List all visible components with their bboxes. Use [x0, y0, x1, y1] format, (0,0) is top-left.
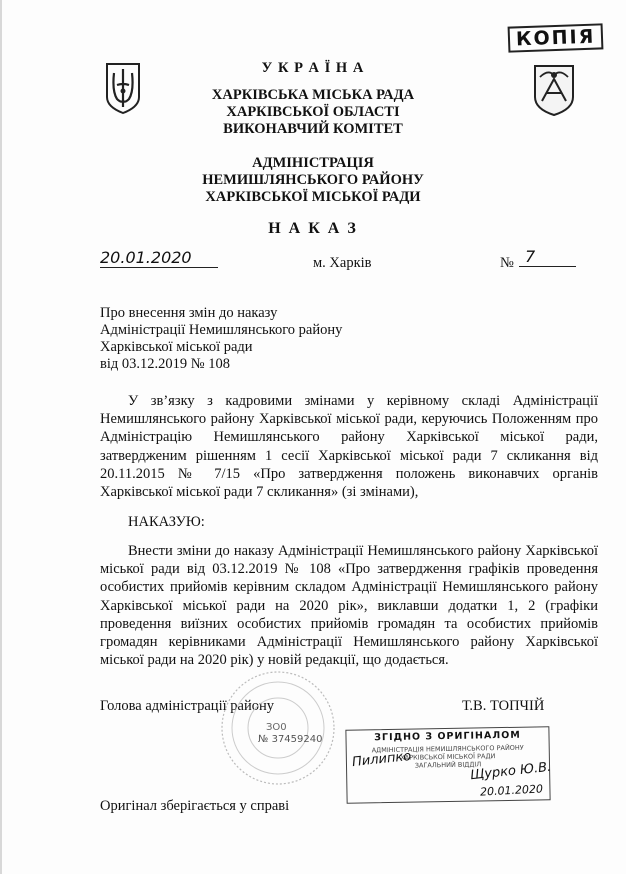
- cert-line-1: АДМІНІСТРАЦІЯ НЕМИШЛЯНСЬКОГО РАЙОНУ: [371, 743, 524, 755]
- subject-line-1: Про внесення змін до наказу: [100, 305, 278, 321]
- signatory-position: Голова адміністрації району: [100, 698, 274, 714]
- preamble-paragraph: У зв’язку з кадровими змінами у керівному складі Адміністрації Немишлянського району Харківської міської ради, керуючись Положенням про Адміністрацію Немишлянського району Харківської міської ради, затвердженим рішенням 1 сесії Харківської міської ради 7 скликання від 20.11.2015 № 7/15 «Про затвердження положень виконавчих органів Харківської міської ради 7 скликання» (зі змінами),: [100, 393, 598, 501]
- cert-line-3: ЗАГАЛЬНИЙ ВІДДІЛ: [414, 760, 482, 770]
- subject-line-3: Харківської міської ради: [100, 339, 253, 355]
- admin-line-3: ХАРКІВСЬКОЇ МІСЬКОЇ РАДИ: [205, 189, 421, 205]
- admin-line-1: АДМІНІСТРАЦІЯ: [252, 155, 374, 171]
- org-line-1: ХАРКІВСЬКА МІСЬКА РАДА: [211, 87, 415, 103]
- cert-handwritten-name: Щурко Ю.В.: [469, 759, 552, 784]
- subject-line-2: Адміністрації Немишлянського району: [100, 322, 343, 338]
- country-title: У К Р А Ї Н А: [261, 60, 365, 76]
- subject-line-4: від 03.12.2019 № 108: [100, 356, 230, 372]
- signatory-name: Т.В. ТОПЧІЙ: [462, 698, 545, 714]
- order-paragraph: Внести зміни до наказу Адміністрації Немишлянського району Харківської міської ради від 03.12.2019 № 108 «Про затвердження графіків проведення особистих прийомів керівним складом Адміністрації Немишлянського району Харківської міської ради на 2020 рік», виклавши додатки 1, 2 (графіки проведення виїзних особистих прийомів громадян та особистих прийомів громадян керівниками Адміністрації Немишлянського району Харківської міської ради на 2020 рік) у новій редакції, що додається.: [100, 543, 598, 669]
- cert-handwritten-date: 20.01.2020: [479, 782, 544, 799]
- document-number: 7: [519, 247, 576, 267]
- original-storage-note: Оригінал зберігається у справі: [100, 798, 290, 814]
- admin-line-2: НЕМИШЛЯНСЬКОГО РАЙОНУ: [202, 172, 424, 188]
- seal-number: № 37459240: [258, 734, 323, 745]
- cert-line-2: ХАРКІВСЬКОЇ МІСЬКОЇ РАДИ: [400, 752, 496, 762]
- document-city: м. Харків: [313, 255, 372, 271]
- document-date: 20.01.2020: [100, 248, 218, 268]
- org-line-3: ВИКОНАВЧИЙ КОМІТЕТ: [223, 121, 403, 137]
- number-label: №: [500, 255, 514, 271]
- copy-stamp: КОПІЯ: [508, 23, 604, 52]
- cert-handwritten-sign: Пилипко: [351, 748, 412, 771]
- order-word: НАКАЗУЮ:: [128, 514, 205, 530]
- cert-title: ЗГІДНО З ОРИГІНАЛОМ: [374, 729, 521, 744]
- document-type: Н А К А З: [268, 220, 358, 237]
- seal-code: ЗО0: [266, 722, 287, 733]
- org-line-2: ХАРКІВСЬКОЇ ОБЛАСТІ: [226, 104, 400, 120]
